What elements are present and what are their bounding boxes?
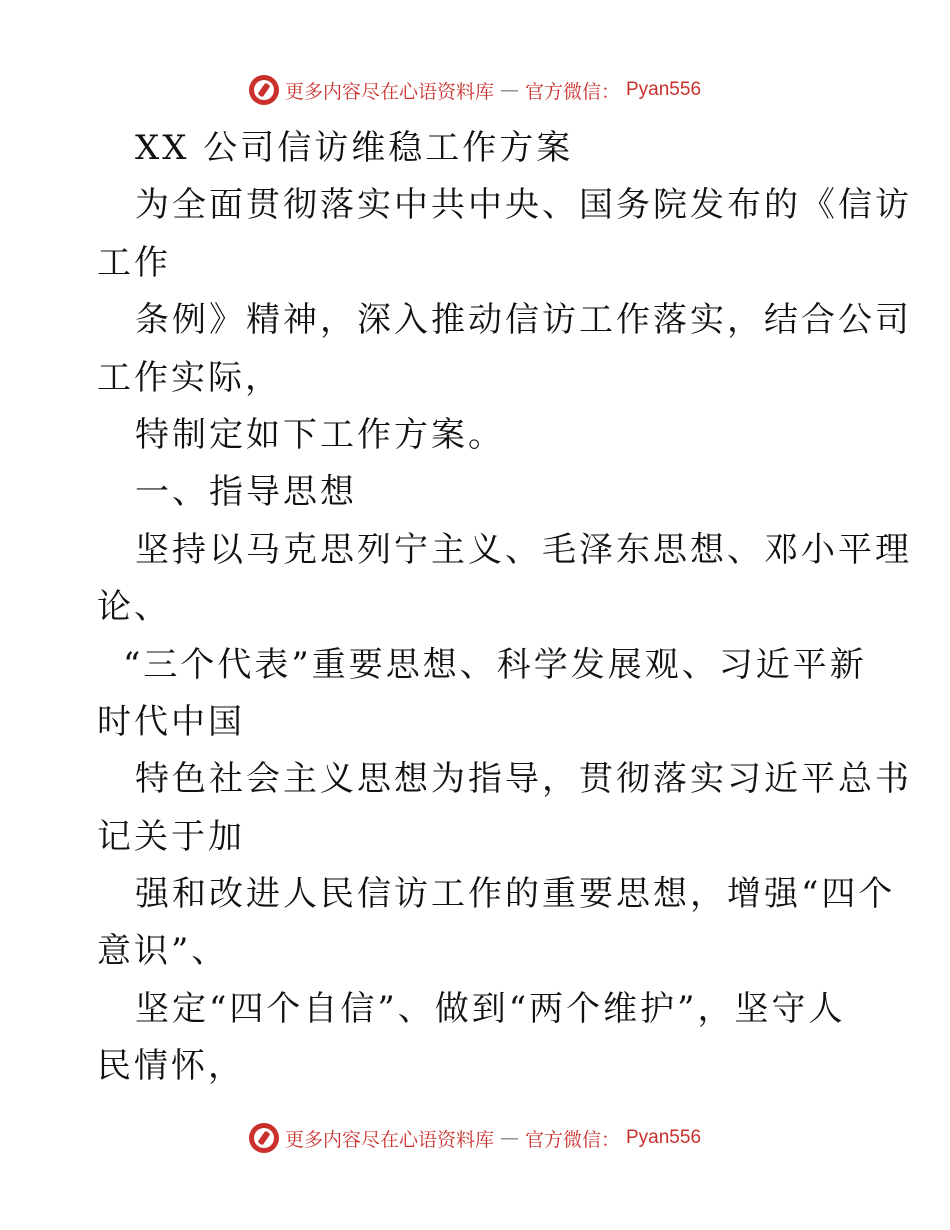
header-wechat-id: Pyan556 — [626, 79, 702, 100]
footer-banner-separator: — — [499, 1127, 519, 1149]
section-heading: 一、指导思想 — [135, 472, 357, 513]
paragraph-line: 意识”、 — [97, 931, 229, 972]
header-banner — [0, 70, 950, 110]
paragraph-line: 特制定如下工作方案。 — [135, 414, 505, 455]
paragraph-line: 强和改进人民信访工作的重要思想，增强“四个 — [135, 874, 896, 915]
document-body — [97, 120, 912, 1096]
header-banner-inner — [249, 75, 701, 105]
footer-wechat-id: Pyan556 — [626, 1127, 702, 1148]
footer-wechat-label: 官方微信： — [524, 1128, 620, 1151]
header-wechat-label: 官方微信： — [524, 80, 620, 103]
pen-logo-icon — [249, 75, 279, 105]
paragraph-line: 民情怀， — [97, 1046, 245, 1087]
pen-logo-icon — [249, 1123, 279, 1153]
paragraph-line: 坚持以马克思列宁主义、毛泽东思想、邓小平理 — [135, 529, 912, 570]
paragraph-line: 论、 — [97, 587, 171, 628]
footer-banner-inner — [249, 1123, 701, 1153]
paragraph-line: 记关于加 — [97, 816, 245, 857]
paragraph-line: 时代中国 — [97, 701, 245, 742]
paragraph-line: “三个代表”重要思想、科学发展观、习近平新 — [123, 644, 867, 685]
footer-banner — [0, 1118, 950, 1158]
header-banner-separator: — — [499, 79, 519, 101]
paragraph-line: 条例》精神，深入推动信访工作落实，结合公司 — [135, 300, 912, 341]
paragraph-line: 工作 — [97, 242, 171, 283]
paragraph-line: 工作实际， — [97, 357, 282, 398]
footer-banner-text: 更多内容尽在心语资料库 — [284, 1128, 494, 1151]
paragraph-line: 坚定“四个自信”、做到“两个维护”，坚守人 — [135, 988, 846, 1029]
header-banner-text: 更多内容尽在心语资料库 — [284, 80, 494, 103]
document-title: XX 公司信访维稳工作方案 — [135, 128, 574, 168]
paragraph-line: 特色社会主义思想为指导，贯彻落实习近平总书 — [135, 759, 912, 800]
paragraph-line: 为全面贯彻落实中共中央、国务院发布的《信访 — [135, 185, 912, 226]
